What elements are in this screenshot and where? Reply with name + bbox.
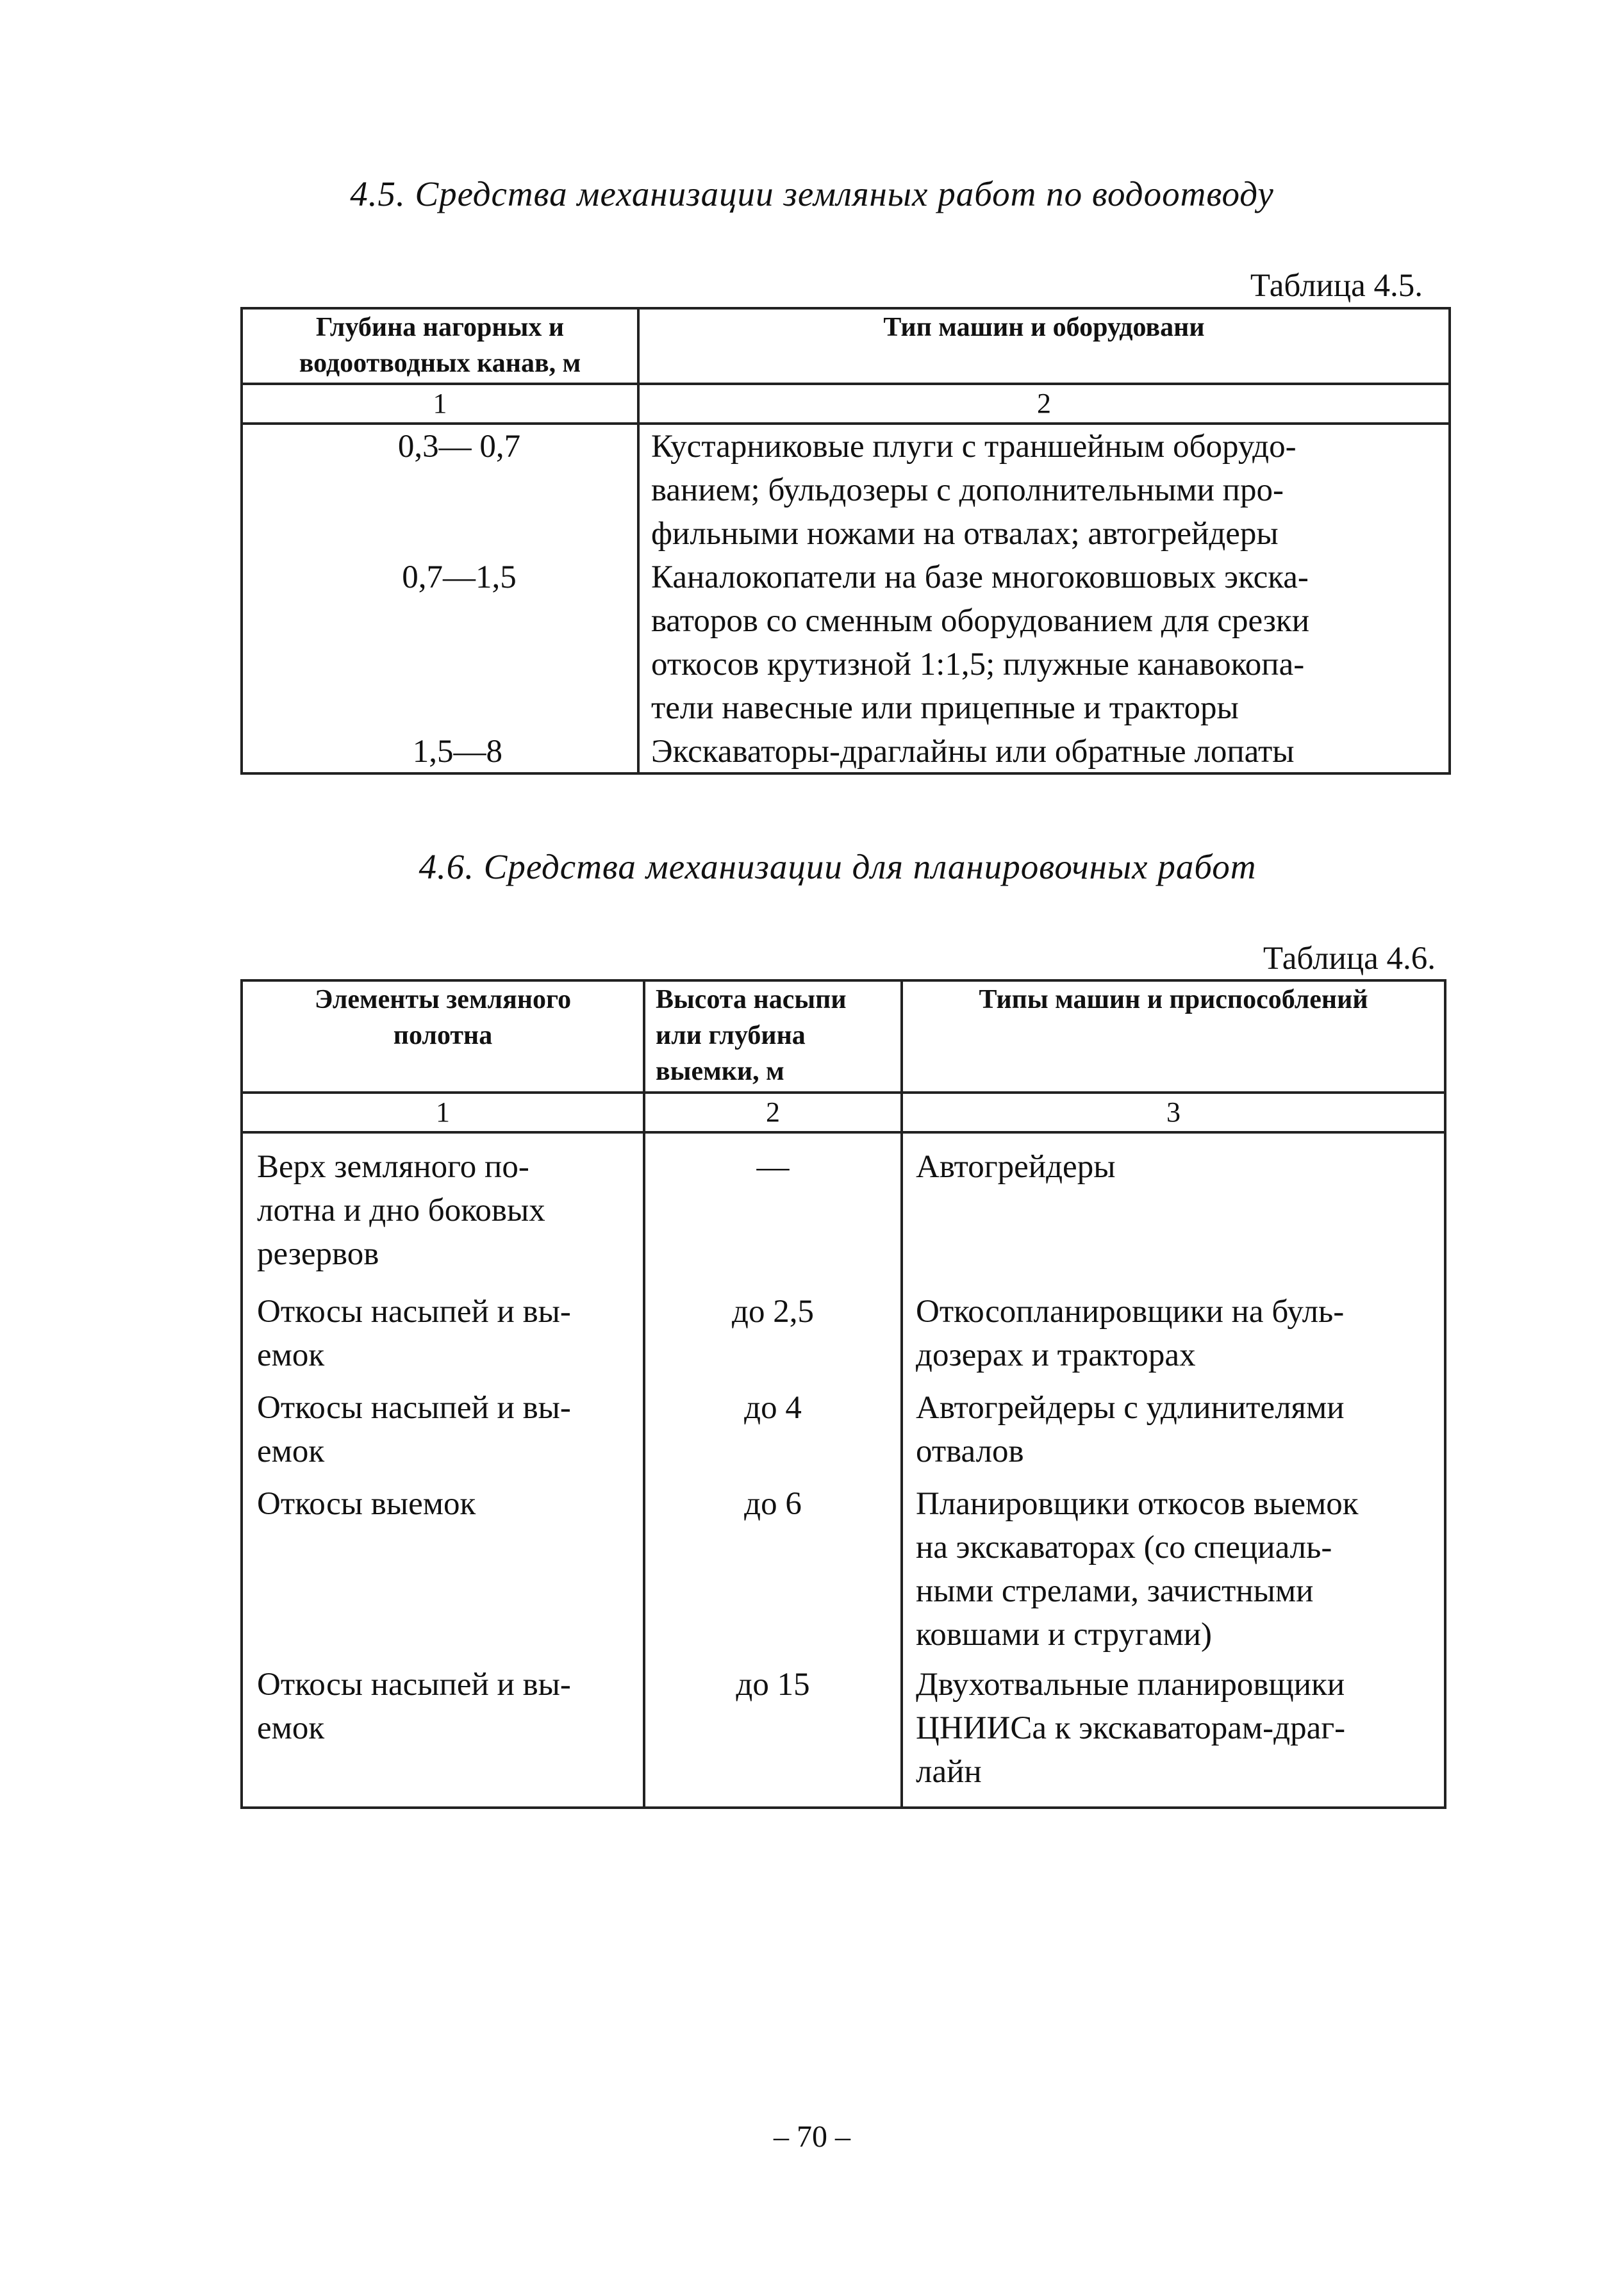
element-line: емок (257, 1710, 325, 1746)
table-4-6-colnum-3: 3 (902, 1093, 1445, 1132)
table-4-6-header-row (242, 980, 1445, 1093)
element-line: емок (257, 1433, 325, 1469)
machines-line: лайн (916, 1754, 982, 1790)
element-line: резервов (257, 1236, 379, 1272)
height-value: до 2,5 (732, 1294, 814, 1330)
table-4-5-colnum-row (242, 384, 1450, 424)
table-4-6-colnum-1: 1 (242, 1093, 644, 1132)
table-4-5-machines-cell (638, 424, 1450, 773)
table-4-5-colnum-2: 2 (638, 384, 1450, 424)
element-line: лотна и дно боковых (257, 1193, 545, 1228)
machines-line: Автогрейдеры с удлинителями (916, 1390, 1345, 1426)
machines-line: тели навесные или прицепные и тракторы (651, 690, 1239, 726)
table-4-6-header-element: Элементы земляного полотна (242, 980, 644, 1093)
machines-line: ными стрелами, зачистными (916, 1573, 1314, 1609)
element-line: Откосы насыпей и вы- (257, 1390, 571, 1426)
table-4-5-depth-cell (242, 424, 638, 773)
table-4-6-colnum-2: 2 (644, 1093, 902, 1132)
element-line: Верх земляного по- (257, 1149, 529, 1185)
depth-value: 1,5—8 (412, 734, 502, 770)
element-line: Откосы насыпей и вы- (257, 1294, 571, 1330)
table-4-6-header-height: Высота насыпи или глубина выемки, м (644, 980, 902, 1093)
machines-line: ваторов со сменным оборудованием для срезки (651, 603, 1309, 639)
depth-value: 0,3— 0,7 (397, 429, 521, 465)
table-4-6 (240, 979, 1446, 1809)
table-4-6-colnum-row (242, 1093, 1445, 1132)
machines-line: Откосопланировщики на буль- (916, 1294, 1345, 1330)
table-4-5-header-row (242, 308, 1450, 384)
table-4-5-header-machines: Тип машин и оборудовани (638, 308, 1450, 384)
element-line: емок (257, 1337, 325, 1373)
machines-line: Кустарниковые плуги с траншейным оборудо- (651, 429, 1297, 465)
machines-line: ванием; бульдозеры с дополнительными про- (651, 472, 1284, 508)
table-4-6-machines-cell (902, 1132, 1445, 1808)
height-value: до 6 (744, 1486, 802, 1522)
height-value: до 4 (744, 1390, 802, 1426)
table-4-6-height-cell (644, 1132, 902, 1808)
table-4-5-colnum-1: 1 (242, 384, 638, 424)
height-value: до 15 (736, 1667, 810, 1703)
table-4-5-bottom-border (242, 773, 1450, 775)
machines-line: Каналокопатели на базе многоковшовых экска- (651, 559, 1309, 595)
machines-line: отвалов (916, 1433, 1024, 1469)
section-title-4-5: 4.5. Средства механизации земляных работ по водоотводу (350, 174, 1274, 213)
page-number: – 70 – (774, 2120, 850, 2154)
table-caption-4-5: Таблица 4.5. (1250, 268, 1423, 304)
machines-line: Двухотвальные планировщики (916, 1667, 1345, 1703)
element-line: Откосы выемок (257, 1486, 476, 1522)
table-4-6-header-machines: Типы машин и приспособлений (902, 980, 1445, 1093)
table-caption-4-6: Таблица 4.6. (1263, 941, 1436, 977)
height-value: — (756, 1149, 790, 1185)
machines-line: ковшами и стругами) (916, 1617, 1213, 1653)
table-row (242, 424, 1450, 773)
machines-line: Экскаваторы-драглайны или обратные лопаты (651, 734, 1295, 770)
table-4-5-header-depth: Глубина нагорных и водоотводных канав, м (242, 308, 638, 384)
table-4-6-element-cell (242, 1132, 644, 1808)
machines-line: фильными ножами на отвалах; автогрейдеры (651, 516, 1279, 552)
machines-line: дозерах и тракторах (916, 1337, 1196, 1373)
machines-line: на экскаваторах (со специаль- (916, 1530, 1332, 1565)
machines-line: откосов крутизной 1:1,5; плужные канавокопа- (651, 647, 1305, 682)
table-4-5 (240, 307, 1451, 775)
machines-line: Автогрейдеры (916, 1149, 1116, 1185)
element-line: Откосы насыпей и вы- (257, 1667, 571, 1703)
machines-line: ЦНИИСа к экскаваторам-драг- (916, 1710, 1346, 1746)
table-row (242, 1132, 1445, 1808)
depth-value: 0,7—1,5 (402, 559, 517, 595)
machines-line: Планировщики откосов выемок (916, 1486, 1359, 1522)
section-title-4-6: 4.6. Средства механизации для планировочных работ (418, 847, 1257, 886)
